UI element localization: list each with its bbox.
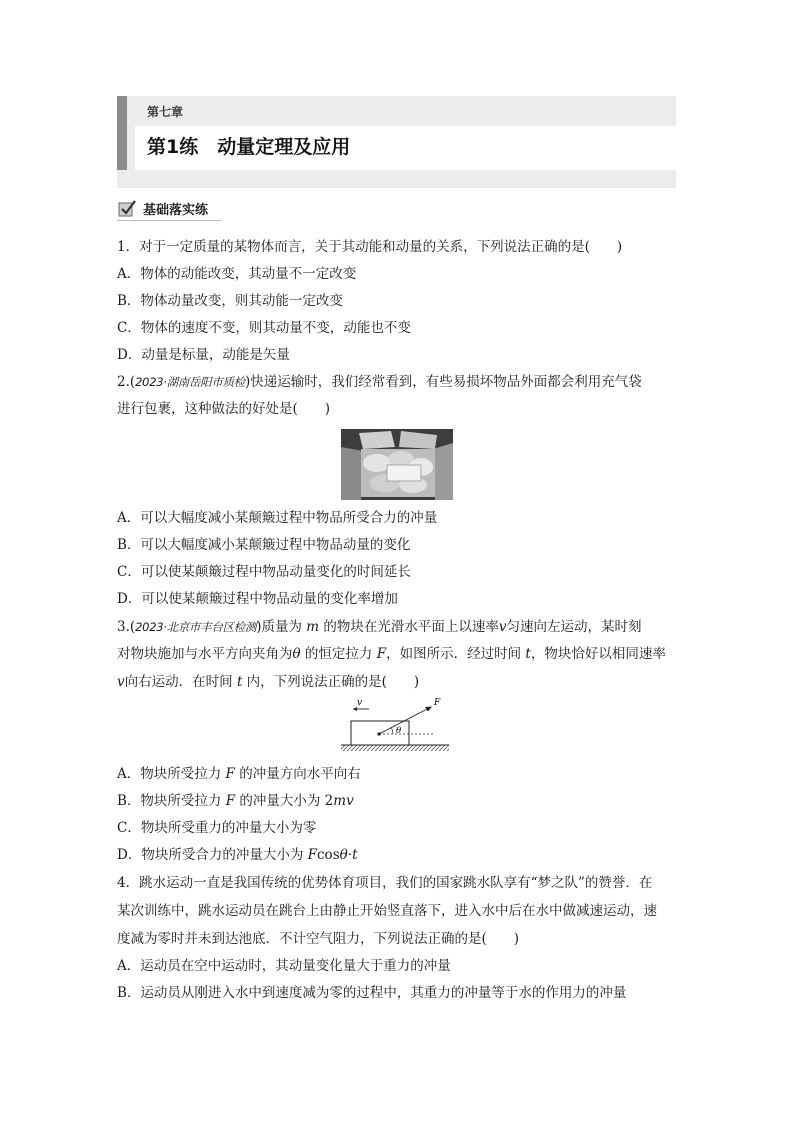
q1-option-b: B．物体动量改变，则其动能一定改变 — [117, 293, 343, 309]
q2-option-c: C．可以使某颠簸过程中物品动量变化的时间延长 — [117, 564, 411, 580]
q3-stem-line1: 3.(2023·北京市丰台区检测)质量为 m 的物块在光滑水平面上以速率v匀速向左运动，某时刻 — [117, 619, 642, 635]
q4-option-a: A．运动员在空中运动时，其动量变化量大于重力的冲量 — [117, 958, 451, 974]
q3-option-b: B．物块所受拉力 F 的冲量大小为 2mv — [117, 793, 354, 809]
q1-stem: 1．对于一定质量的某物体而言，关于其动能和动量的关系，下列说法正确的是( ) — [117, 239, 623, 255]
force-label: F — [434, 698, 441, 708]
section-heading — [117, 197, 208, 219]
q2-source: 2023·湖南岳阳市质检 — [135, 375, 245, 389]
q4-option-b: B．运动员从刚进入水中到速度减为零的过程中，其重力的冲量等于水的作用力的冲量 — [117, 985, 627, 1001]
checkbox-check-icon — [117, 198, 137, 218]
q3-stem-line2: 对物块施加与水平方向夹角为θ 的恒定拉力 F，如图所示．经过时间 t，物块恰好以相同速率 — [117, 646, 666, 662]
q3-option-a: A．物块所受拉力 F 的冲量方向水平向右 — [117, 766, 361, 782]
chapter-label: 第七章 — [147, 105, 184, 119]
section-label: 基础落实练 — [143, 202, 209, 218]
q1-option-d: D．动量是标量，动能是矢量 — [117, 347, 290, 363]
section-underline — [117, 220, 221, 221]
q1-option-c: C．物体的速度不变，则其动量不变，动能也不变 — [117, 320, 411, 336]
q3-source: 2023·北京市丰台区检测 — [135, 620, 257, 634]
q3-option-d: D．物块所受合力的冲量大小为 Fcosθ·t — [117, 847, 358, 863]
q4-stem-line3: 度减为零时并未到达池底．不计空气阻力，下列说法正确的是( ) — [117, 931, 520, 947]
q4-stem-line1: 4．跳水运动一直是我国传统的优势体育项目，我们的国家跳水队享有“梦之队”的赞誉．在 — [117, 875, 653, 891]
angle-label: θ — [396, 726, 402, 736]
q3-option-c: C．物块所受重力的冲量大小为零 — [117, 820, 317, 836]
chapter-header-accent — [117, 96, 127, 170]
q1-option-a: A．物体的动能改变，其动量不一定改变 — [117, 266, 357, 282]
q2-option-a: A．可以大幅度减小某颠簸过程中物品所受合力的冲量 — [117, 510, 438, 526]
q2-option-b: B．可以大幅度减小某颠簸过程中物品动量的变化 — [117, 537, 411, 553]
q4-stem-line2: 某次训练中，跳水运动员在跳台上由静止开始竖直落下，进入水中后在水中做减速运动，速 — [117, 903, 657, 919]
air-cushion-package-photo — [341, 429, 453, 500]
block-force-diagram — [339, 695, 451, 753]
q2-stem-line2: 进行包裹，这种做法的好处是( ) — [117, 401, 331, 417]
q3-stem-line3: v向右运动．在时间 t 内，下列说法正确的是( ) — [117, 674, 420, 690]
velocity-label: v — [357, 698, 363, 708]
q2-option-d: D．可以使某颠簸过程中物品动量的变化率增加 — [117, 591, 398, 607]
page-title: 第1练 动量定理及应用 — [147, 136, 351, 158]
q2-stem-line1: 2.(2023·湖南岳阳市质检)快递运输时，我们经常看到，有些易损坏物品外面都会利用充气袋 — [117, 374, 642, 390]
